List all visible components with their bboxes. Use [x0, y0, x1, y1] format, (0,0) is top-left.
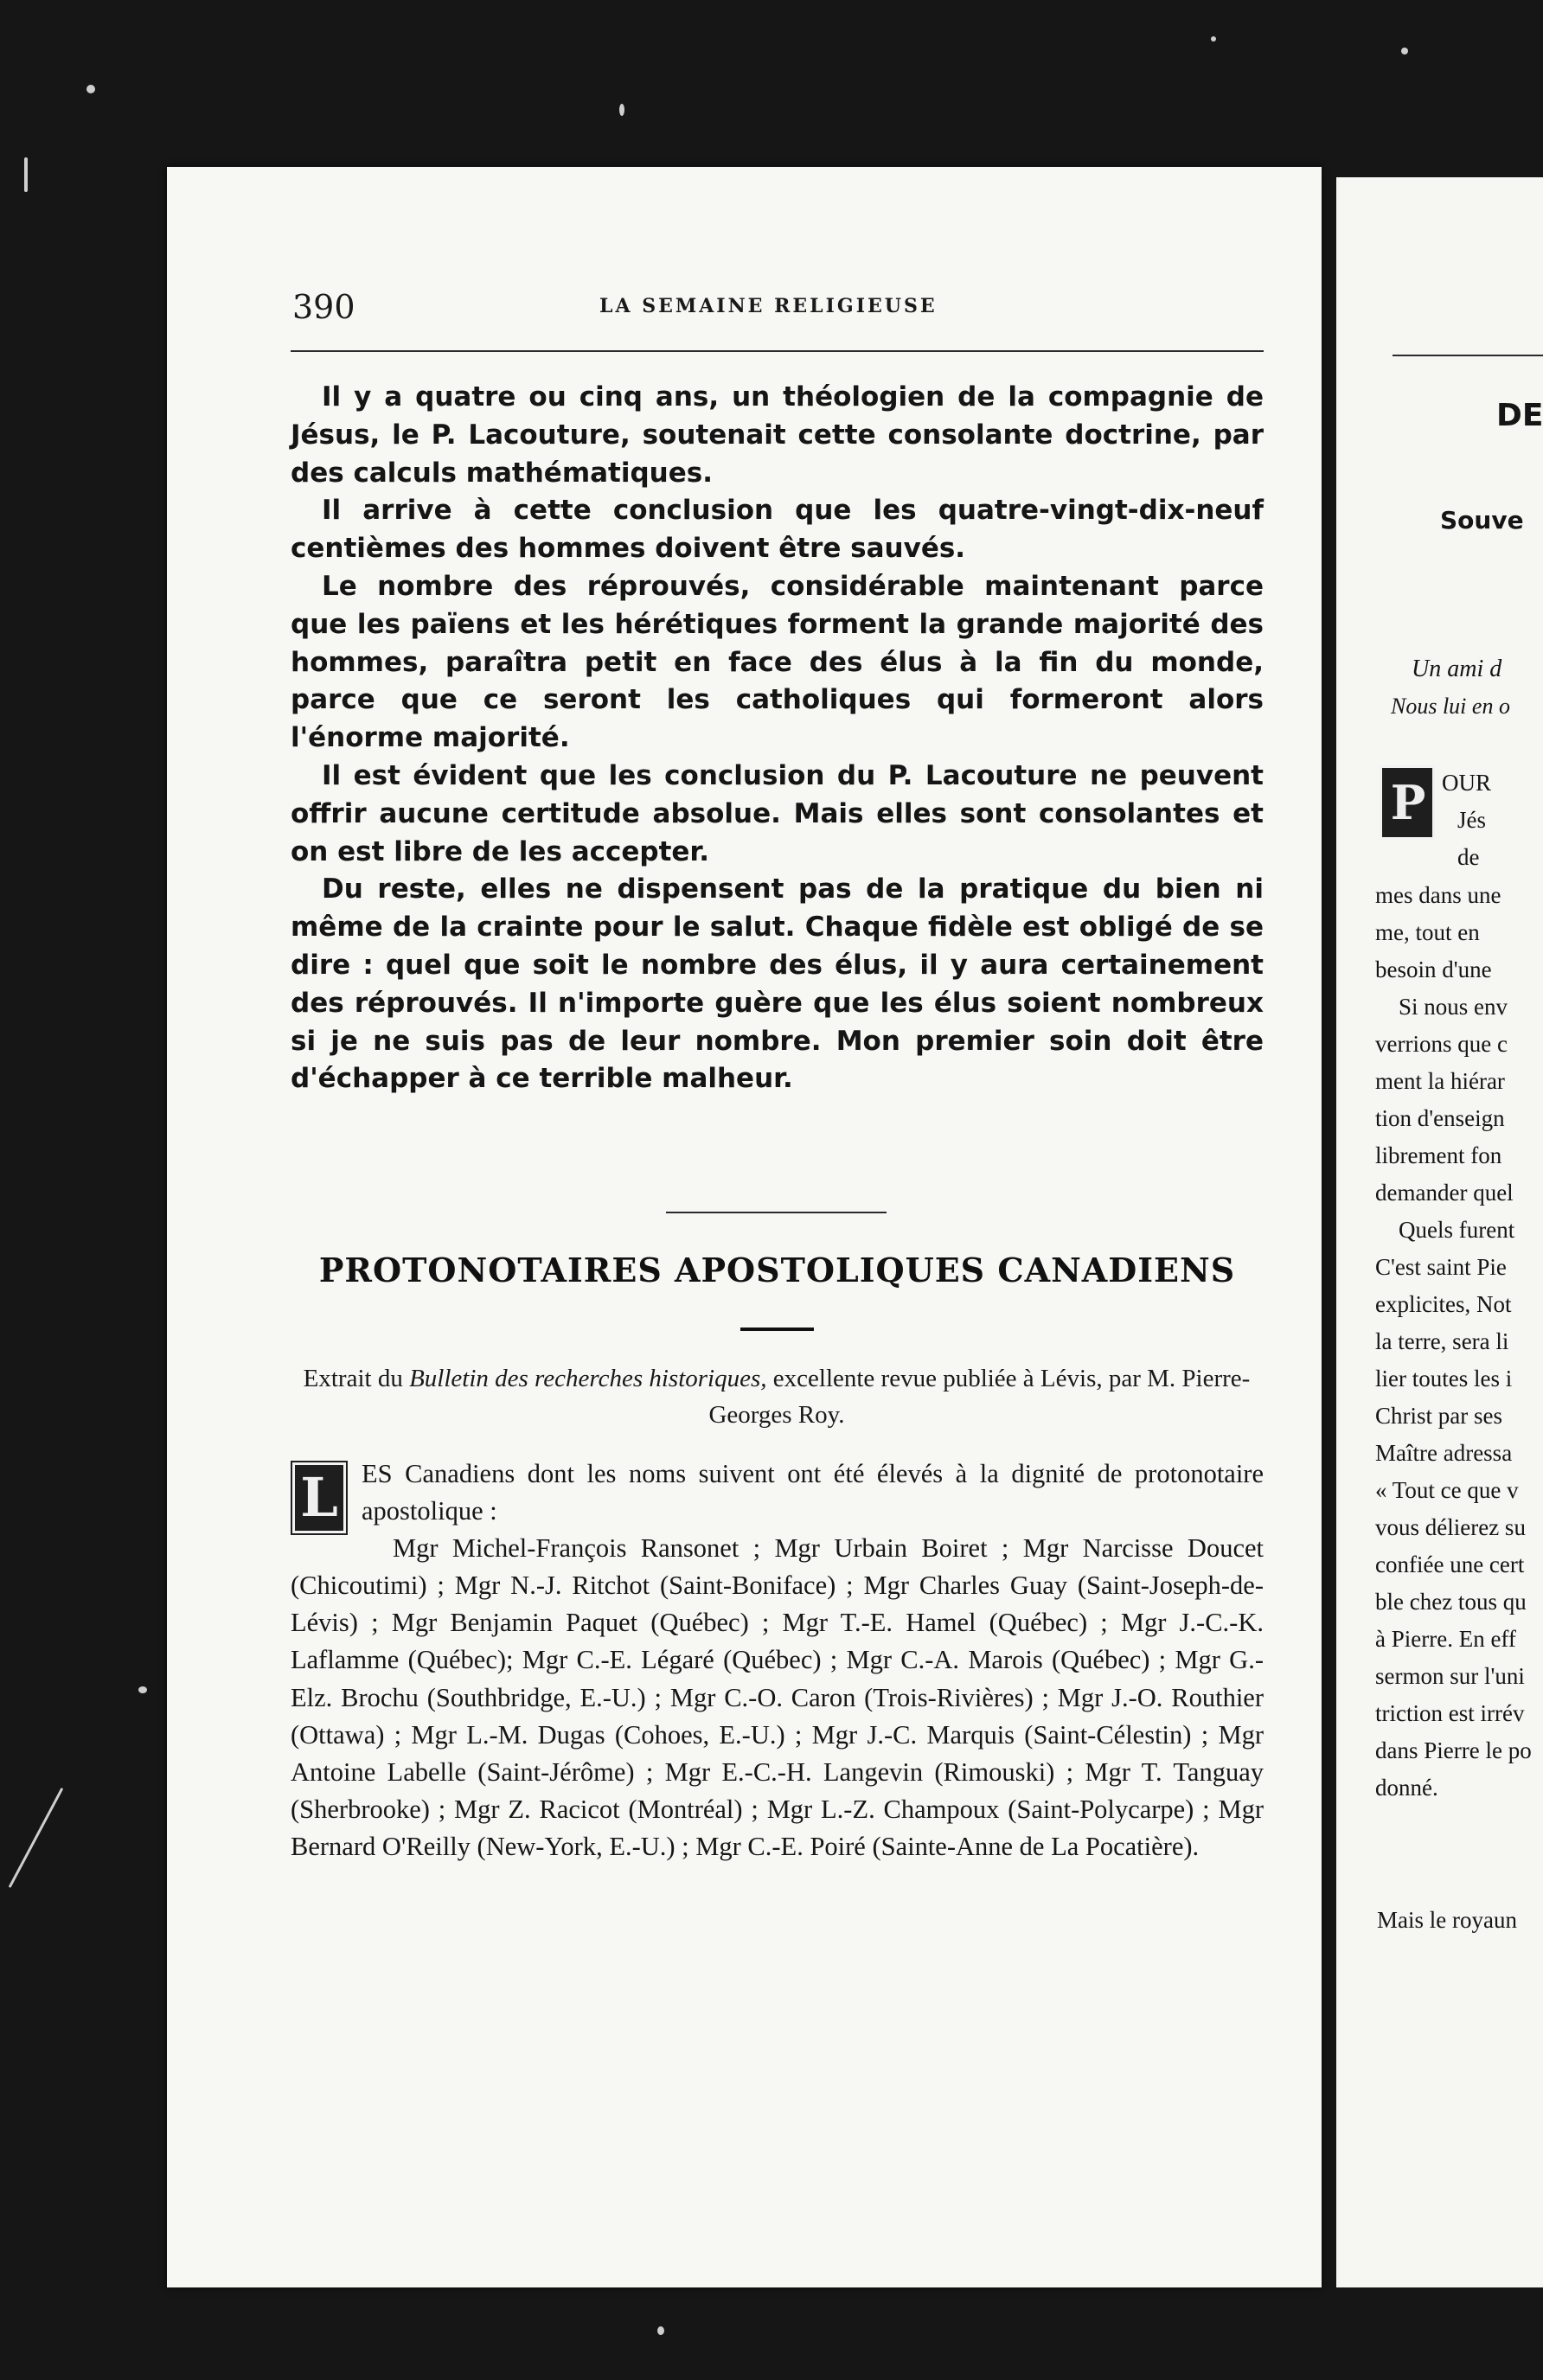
- right-text-line: tion d'enseign: [1375, 1105, 1505, 1131]
- intro-text: ES Canadiens dont les noms suivent ont été élevés à la dignité de protonotaire apostolique :: [362, 1459, 1264, 1526]
- right-text-line: confiée une cert: [1375, 1551, 1525, 1577]
- section-divider: [666, 1212, 887, 1213]
- scan-speck: [1211, 36, 1216, 42]
- right-text-line: de: [1457, 844, 1480, 870]
- names-paragraph: Mgr Michel-François Ransonet ; Mgr Urbain Boiret ; Mgr Narcisse Doucet (Chicoutimi) ; Mgr N.-J. Ritchot (Saint-Boniface) ; Mgr Charles Guay (Saint-Joseph-de-Lévis) ; Mgr Benjamin Paquet (Québec) ; Mgr T.-E. Hamel (Québec) ; Mgr J.-C.-K. Laflamme (Québec); Mgr C.-E. Légaré (Québec) ; Mgr C.-A. Marois (Québec) ; Mgr G.-Elz. Brochu (Southbridge, E.-U.) ; Mgr C.-O. Caron (Trois-Rivières) ; Mgr J.-O. Routhier (Ottawa) ; Mgr L.-M. Dugas (Cohoes, E.-U.) ; Mgr J.-C. Marquis (Saint-Célestin) ; Mgr Antoine Labelle (Saint-Jérôme) ; Mgr E.-C.-H. Langevin (Rimouski) ; Mgr T. Tanguay (Sherbrooke) ; Mgr Z. Racicot (Montréal) ; Mgr L.-Z. Champoux (Saint-Polycarpe) ; Mgr Bernard O'Reilly (New-York, E.-U.) ; Mgr C.-E. Poiré (Sainte-Anne de La Pocatière).: [291, 1533, 1264, 1861]
- scan-speck: [9, 1788, 64, 1888]
- left-page: [167, 167, 1322, 2287]
- right-text-line: à Pierre. En eff: [1375, 1626, 1516, 1652]
- right-text-line: librement fon: [1375, 1142, 1502, 1168]
- right-text-line: Quels furent: [1399, 1217, 1515, 1243]
- paragraph: Du reste, elles ne dispensent pas de la pratique du bien ni même de la crainte pour le salut. Chaque fidèle est obligé de se dire : quel que soit le nombre des élus, il y aura certainement des réprouvés. Il n'importe guère que les élus soient nombreux si je ne suis pas de leur nombre. Mon premier soin doit être d'échapper à ce terrible malheur.: [291, 873, 1264, 1095]
- scan-speck: [1401, 48, 1408, 54]
- right-text-line: verrions que c: [1375, 1031, 1508, 1057]
- dropcap-letter: L: [291, 1461, 348, 1535]
- right-text-line: OUR: [1442, 770, 1492, 796]
- source-note: [297, 1360, 1257, 1433]
- right-text-line: Jés: [1457, 807, 1486, 833]
- source-suffix: excellente revue publiée à Lévis, par M. Pierre-Georges Roy.: [708, 1365, 1251, 1429]
- right-text-line: demander quel: [1375, 1180, 1514, 1206]
- right-text-line: « Tout ce que v: [1375, 1477, 1519, 1503]
- page-header: [292, 288, 1261, 331]
- article-body: [291, 379, 1264, 1098]
- right-page-fragment: [1336, 177, 1543, 2287]
- right-heading: DE: [1496, 398, 1543, 433]
- paragraph: Il est évident que les conclusion du P. Lacouture ne peuvent offrir aucune certitude absolue. Mais elles sont consolantes et on est libre de les accepter.: [291, 759, 1264, 867]
- right-text-line: ment la hiérar: [1375, 1068, 1505, 1094]
- right-text-line: lier toutes les i: [1375, 1366, 1513, 1392]
- scan-speck: [619, 104, 624, 116]
- right-text-line: me, tout en: [1375, 919, 1480, 945]
- section-title: PROTONOTAIRES APOSTOLIQUES CANADIENS: [318, 1251, 1236, 1289]
- source-prefix: Extrait du: [303, 1365, 410, 1392]
- right-text-line: ble chez tous qu: [1375, 1589, 1527, 1615]
- right-text-line: sermon sur l'uni: [1375, 1663, 1525, 1689]
- right-text-line: Mais le royaun: [1377, 1907, 1517, 1933]
- right-text-line: triction est irrév: [1375, 1700, 1525, 1726]
- scan-speck: [138, 1686, 147, 1693]
- right-text-line: mes dans une: [1375, 882, 1501, 908]
- right-text-line: Si nous env: [1399, 994, 1508, 1020]
- protonotaries-list: [291, 1456, 1264, 1865]
- header-rule: [291, 350, 1264, 352]
- right-text-line: vous délierez su: [1375, 1514, 1526, 1540]
- paragraph: Le nombre des réprouvés, considérable maintenant parce que les païens et les hérétiques forment la grande majorité des hommes, paraîtra petit en face des élus à la fin du monde, parce que ce seront les catholiques qui formeront alors l'énorme majorité.: [291, 570, 1264, 754]
- right-text-line: donné.: [1375, 1775, 1438, 1801]
- title-underline: [740, 1328, 814, 1331]
- right-dropcap-letter: P: [1390, 775, 1426, 830]
- right-text-line: Christ par ses: [1375, 1403, 1502, 1429]
- right-text-line: besoin d'une: [1375, 956, 1492, 982]
- right-subheading: Souve: [1440, 506, 1524, 534]
- running-title: LA SEMAINE RELIGIEUSE: [599, 295, 938, 317]
- right-text-line: C'est saint Pie: [1375, 1254, 1507, 1280]
- scan-speck: [86, 85, 95, 93]
- right-italic-line: Un ami d: [1412, 656, 1502, 682]
- source-publication: Bulletin des recherches historiques,: [409, 1365, 767, 1392]
- right-text-line: explicites, Not: [1375, 1291, 1512, 1317]
- intro-paragraph: [291, 1456, 1264, 1530]
- right-text-line: dans Pierre le po: [1375, 1737, 1532, 1763]
- right-italic-line: Nous lui en o: [1391, 694, 1510, 719]
- scan-speck: [657, 2326, 664, 2335]
- right-text-line: la terre, sera li: [1375, 1328, 1509, 1354]
- page-number: 390: [292, 288, 355, 326]
- paragraph: Il arrive à cette conclusion que les quatre-vingt-dix-neuf centièmes des hommes doivent être sauvés.: [291, 495, 1264, 565]
- scan-speck: [24, 157, 28, 192]
- paragraph: Il y a quatre ou cinq ans, un théologien de la compagnie de Jésus, le P. Lacouture, soutenait cette consolante doctrine, par des calculs mathématiques.: [291, 381, 1264, 489]
- right-text-line: Maître adressa: [1375, 1440, 1513, 1466]
- right-header-rule: [1393, 355, 1543, 356]
